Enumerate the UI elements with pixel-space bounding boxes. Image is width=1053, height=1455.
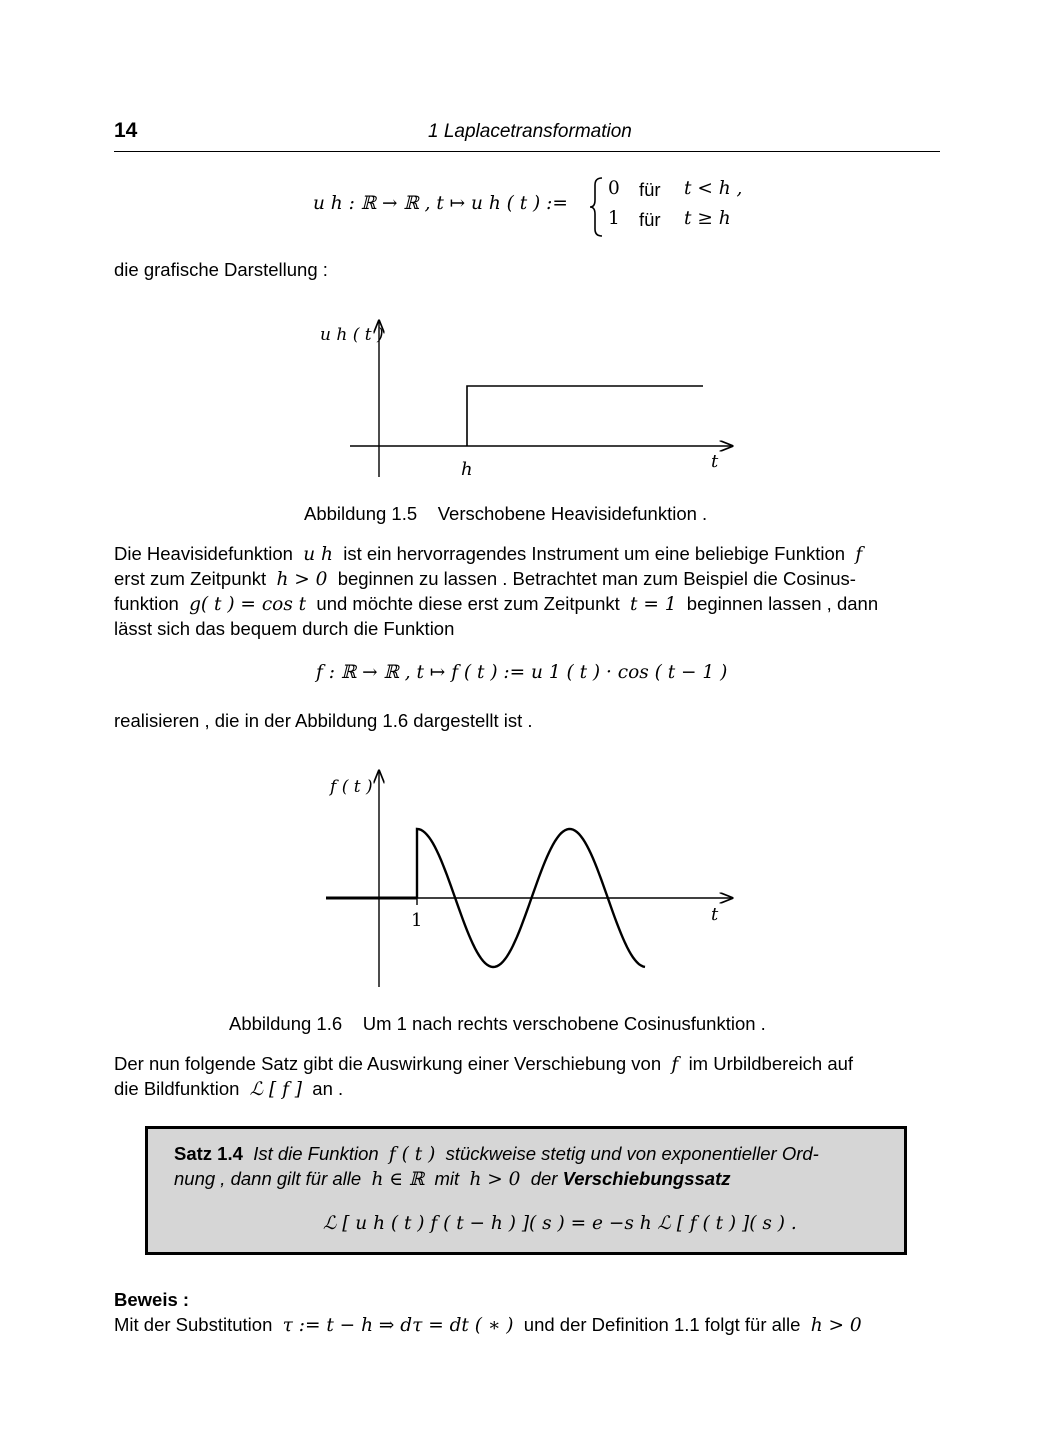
theorem-keyword: Verschiebungssatz [562,1168,731,1189]
paragraph-line: erst zum Zeitpunkt h > 0 beginnen zu lassen . Betrachtet man zum Beispiel die Cosinus- [114,568,856,590]
caption-text: Verschobene Heavisidefunktion . [437,503,708,524]
caption-number: Abbildung 1.6 [229,1013,343,1034]
case1-condition: t < h , [684,178,743,199]
figure6-caption [229,1013,766,1035]
shifted-cosine-equation: f : ℝ → ℝ , t ↦ f ( t ) := u 1 ( t ) · cos ( t − 1 ) [316,662,728,683]
figure5-caption [304,503,707,525]
paragraph-line: die Bildfunktion ℒ [ f ] an . [114,1078,344,1100]
text-line: realisieren , die in der Abbildung 1.6 dargestellt ist . [114,710,533,731]
proof-heading: Beweis : [114,1289,190,1310]
case1-value: 0 [608,178,620,199]
tick-label-1: 1 [411,910,423,931]
running-title: 1 Laplacetransformation [428,121,632,142]
step-function-curve [467,386,703,446]
y-axis-label: u h ( t ) [320,325,384,345]
figure-heaviside [310,315,750,485]
text-line: die grafische Darstellung : [114,259,328,280]
page-number: 14 [114,119,138,142]
figure-shifted-cosine [310,765,750,995]
case2-condition: t ≥ h [684,208,731,229]
paragraph-line: Der nun folgende Satz gibt die Auswirkung einer Verschiebung von f im Urbildbereich auf [114,1053,854,1075]
theorem-line: Satz 1.4 Ist die Funktion f ( t ) stückweise stetig und von exponentieller Ord- [174,1143,819,1165]
definition-lhs: u h : ℝ → ℝ , t ↦ u h ( t ) := [313,193,568,214]
case2-word: für [639,209,661,230]
caption-number: Abbildung 1.5 [304,503,418,524]
paragraph-line: funktion g( t ) = cos t und möchte diese erst zum Zeitpunkt t = 1 beginnen lassen , dann [114,593,879,615]
case2-value: 1 [608,208,620,229]
theorem-box [145,1126,907,1255]
theorem-line: nung , dann gilt für alle h ∈ ℝ mit h > 0 der Verschiebungssatz [174,1168,731,1190]
tick-label-h: h [461,459,473,480]
cases-brace [590,176,604,238]
theorem-formula: ℒ [ u h ( t ) f ( t − h ) ]( s ) = e −s h ℒ [ f ( t ) ]( s ) . [323,1213,797,1234]
theorem-label: Satz 1.4 [174,1143,243,1164]
proof-line: Mit der Substitution τ := t − h ⇒ dτ = dt ( ∗ ) und der Definition 1.1 folgt für alle h > 0 [114,1314,862,1336]
caption-text: Um 1 nach rechts verschobene Cosinusfunktion . [362,1013,766,1034]
paragraph-line: lässt sich das bequem durch die Funktion [114,618,455,639]
y-axis-label: f ( t ) [330,777,373,797]
header-rule [114,151,940,152]
paragraph-line: Die Heavisidefunktion u h ist ein hervorragendes Instrument um eine beliebige Funktion f [114,543,863,565]
x-axis-label: t [711,451,719,472]
case1-word: für [639,179,661,200]
x-axis-label: t [711,904,719,925]
